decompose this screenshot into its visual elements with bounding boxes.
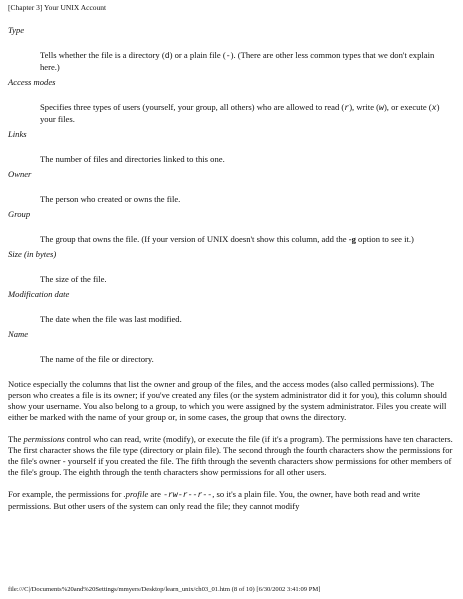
desc-owner: The person who created or owns the file. — [40, 193, 181, 204]
paragraph-example: For example, the permissions for .profile are -rw-r--r--, so it's a plain file. You, the owner, have both read and write permissions. But other users of the system can only read the file; they cannot modify — [8, 488, 421, 511]
page-footer-url: file:///C|/Documents%20and%20Settings/mmyers/Desktop/learn_unix/ch03_01.htm (8 of 10) [6/30/2002 3:41:09 PM] — [8, 586, 321, 593]
desc-size: The size of the file. — [40, 273, 107, 284]
term-type: Type — [8, 24, 25, 35]
paragraph-permissions: The permissions control who can read, write (modify), or execute the file (if it's a program). The permissions have ten characters. The first character shows the file type (directory or plain file). The second through the fourth characters show the permissions for the file's owner - yourself if you created the file. The fifth through the seventh characters show permissions for other members of the file's group. The eighth through the tenth characters show permissions for all other users. — [8, 433, 453, 477]
term-links: Links — [8, 128, 27, 139]
term-access-modes: Access modes — [8, 76, 56, 87]
term-group: Group — [8, 208, 31, 219]
page-header: [Chapter 3] Your UNIX Account — [8, 3, 107, 12]
desc-access-modes: Specifies three types of users (yourself, your group, all others) who are allowed to read (r), write (w), or execute (x) your files. — [40, 101, 440, 124]
term-modification-date: Modification date — [8, 288, 70, 299]
desc-modification-date: The date when the file was last modified. — [40, 313, 182, 324]
definition-list — [8, 25, 456, 523]
term-name: Name — [8, 328, 29, 339]
term-owner: Owner — [8, 168, 32, 179]
desc-type: Tells whether the file is a directory (d) or a plain file (-). (There are other less common types that we don't explain here.) — [40, 49, 435, 72]
desc-group: The group that owns the file. (If your version of UNIX doesn't show this column, add the -g option to see it.) — [40, 233, 414, 244]
desc-links: The number of files and directories linked to this one. — [40, 153, 225, 164]
paragraph-owner-group: Notice especially the columns that list the owner and group of the files, and the access modes (also called permissions). The person who creates a file is its owner; if you've created any files (or the system administrator did it for you), this column should show your username. You also belong to a group, to which you were assigned by the system administrator. Files you create will either be marked with the name of your group or, in some cases, the group that owns the directory. — [8, 378, 447, 422]
term-size: Size (in bytes) — [8, 248, 57, 259]
desc-name: The name of the file or directory. — [40, 353, 154, 364]
